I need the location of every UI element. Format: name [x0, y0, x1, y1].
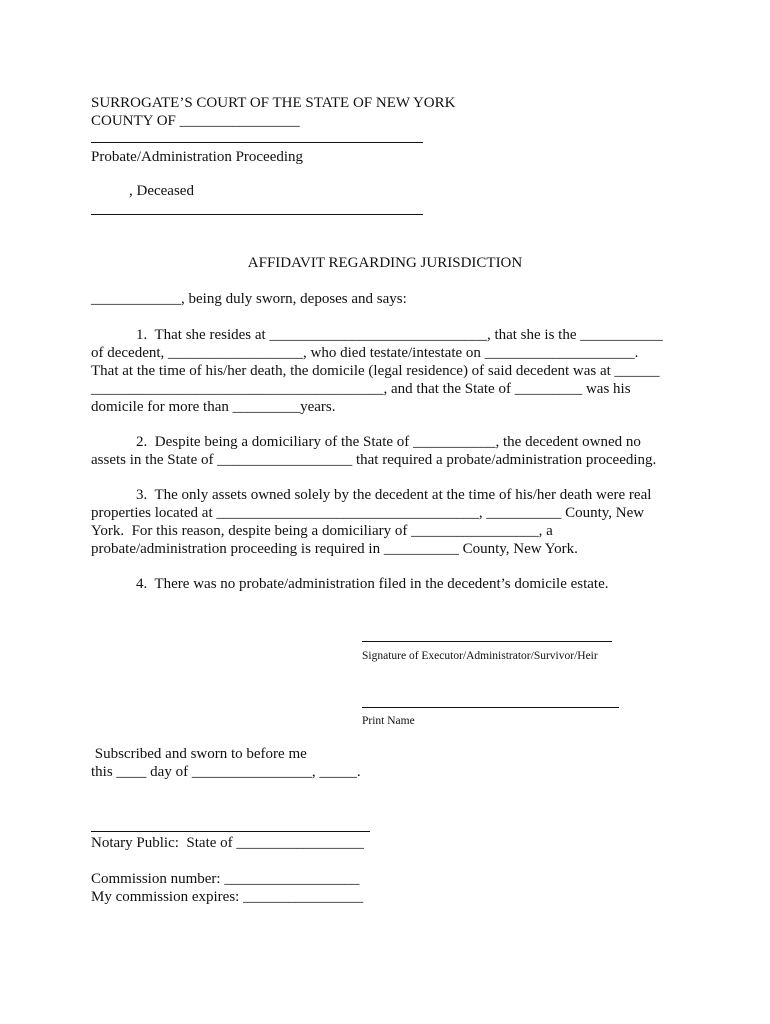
caption-rule-top [91, 142, 423, 143]
para1-line4[interactable]: _______________________________________, and that the State of _________ was his [91, 381, 631, 397]
court-name: SURROGATE’S COURT OF THE STATE OF NEW YORK [91, 95, 456, 111]
para3-line4[interactable]: probate/administration proceeding is required in __________ County, New York. [91, 541, 578, 557]
para1-line5[interactable]: domicile for more than _________years. [91, 399, 336, 415]
caption-rule-bottom [91, 214, 423, 215]
para3-line2[interactable]: properties located at ___________________________________, __________ County, New [91, 505, 645, 521]
para2-line2[interactable]: assets in the State of __________________ that required a probate/administration proceeding. [91, 452, 657, 468]
notary-state-line[interactable]: Notary Public: State of _________________ [91, 835, 364, 851]
para2-line1[interactable]: 2. Despite being a domiciliary of the State of ___________, the decedent owned no [136, 434, 641, 450]
print-name-label: Print Name [362, 715, 415, 727]
para1-line1[interactable]: 1. That she resides at _____________________________, that she is the ___________ [136, 327, 663, 343]
commission-expires[interactable]: My commission expires: ________________ [91, 889, 364, 905]
signature-label: Signature of Executor/Administrator/Survivor/Heir [362, 650, 598, 662]
county-line[interactable]: COUNTY OF ________________ [91, 113, 300, 129]
para3-line1: 3. The only assets owned solely by the decedent at the time of his/her death were real [136, 487, 652, 503]
para1-line3[interactable]: That at the time of his/her death, the domicile (legal residence) of said decedent was at ______ [91, 363, 660, 379]
jurat-line2[interactable]: this ____ day of ________________, _____. [91, 764, 361, 780]
deponent-intro[interactable]: ____________, being duly sworn, deposes and says: [91, 291, 407, 307]
jurat-line1: Subscribed and sworn to before me [91, 746, 307, 762]
para3-line3[interactable]: York. For this reason, despite being a domiciliary of _________________, a [91, 523, 553, 539]
notary-signature-line[interactable] [91, 831, 370, 832]
print-name-line[interactable] [362, 707, 619, 708]
para4-line1: 4. There was no probate/administration filed in the decedent’s domicile estate. [136, 576, 609, 592]
commission-number[interactable]: Commission number: __________________ [91, 871, 360, 887]
para1-line2[interactable]: of decedent, __________________, who died testate/intestate on ____________________. [91, 345, 639, 361]
proceeding-label: Probate/Administration Proceeding [91, 149, 304, 165]
signature-line[interactable] [362, 641, 612, 642]
deceased-line[interactable]: , Deceased [129, 183, 194, 199]
document-title: AFFIDAVIT REGARDING JURISDICTION [247, 255, 523, 271]
